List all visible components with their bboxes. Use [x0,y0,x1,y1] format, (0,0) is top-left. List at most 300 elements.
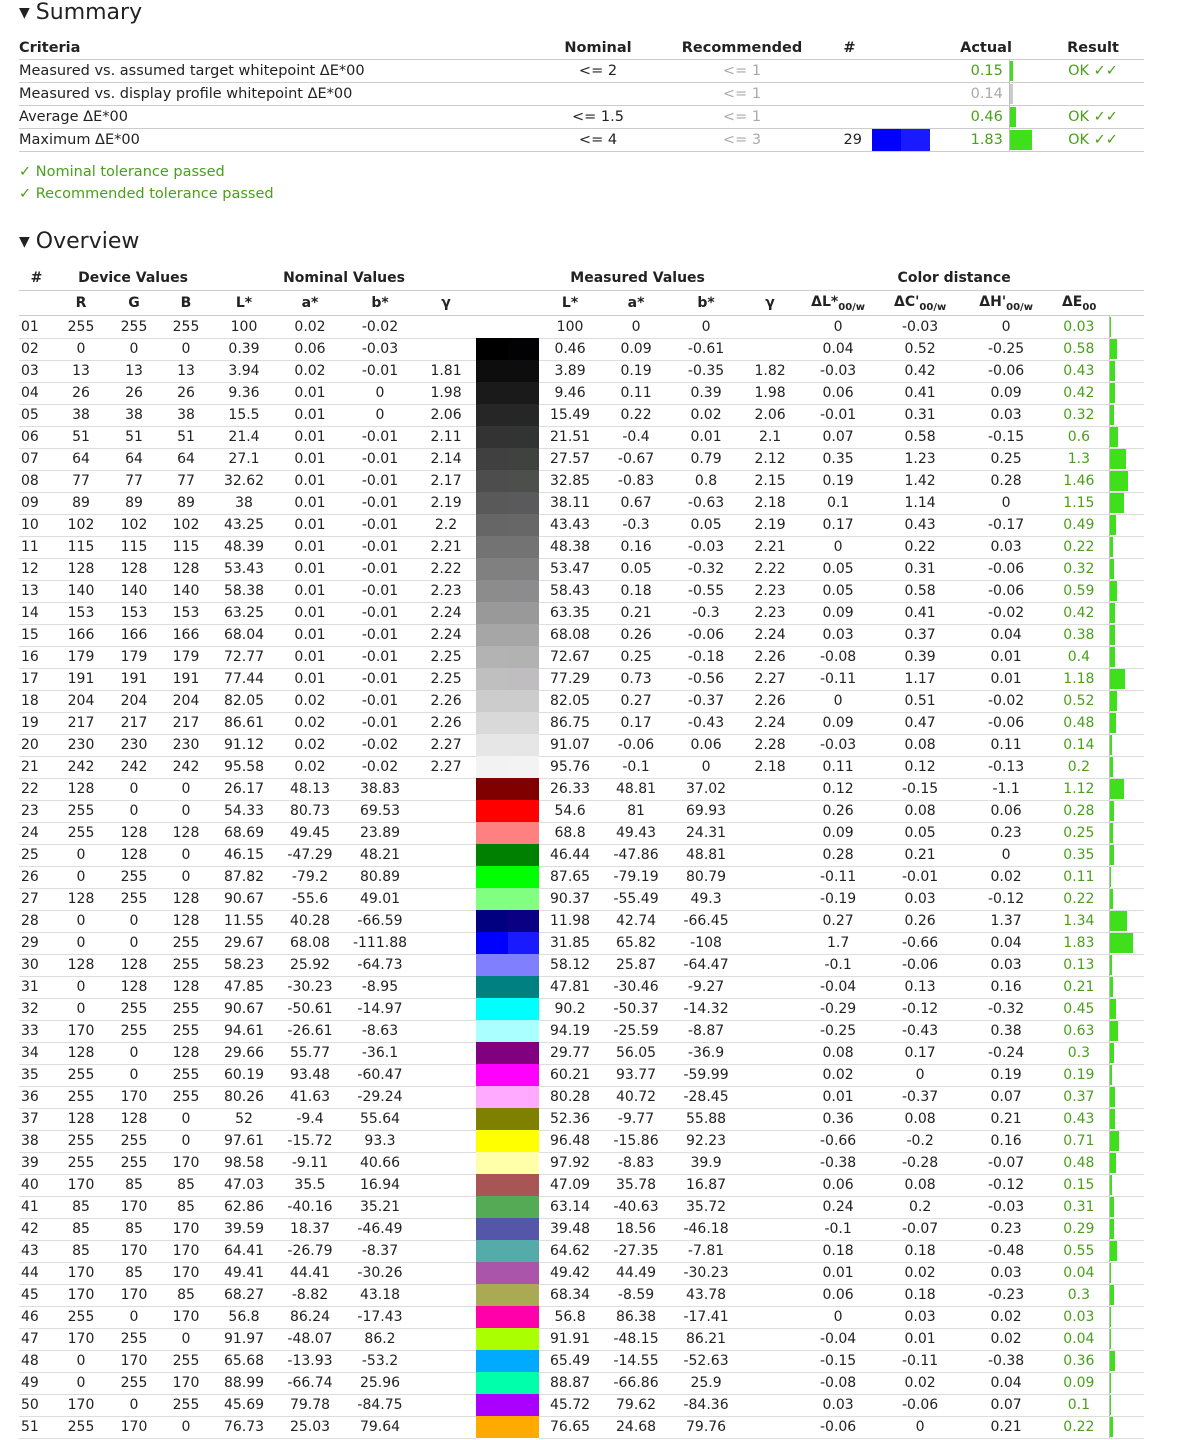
measured-swatch-fill [508,1174,539,1196]
measured-gamma [741,910,799,932]
row-index: 25 [19,844,54,866]
summary-row [19,60,1144,83]
nominal-gamma: 2.27 [416,734,476,756]
nominal-swatch-fill [476,932,508,954]
delta-e-bar-fill [1110,1197,1114,1217]
measured-a: 48.81 [601,778,671,800]
device-r: 170 [54,1262,108,1284]
nominal-gamma: 2.24 [416,602,476,624]
delta-e-bar [1109,690,1144,712]
device-r: 170 [54,1174,108,1196]
nominal-swatch-fill [476,1394,508,1416]
delta-e: 0.38 [1049,624,1109,646]
measured-b: -0.63 [671,492,741,514]
nominal-b: -66.59 [344,910,416,932]
group-nominal-values: Nominal Values [212,266,476,291]
nominal-gamma [416,1240,476,1262]
row-index: 36 [19,1086,54,1108]
delta-h: -0.23 [963,1284,1049,1306]
delta-l: 0.09 [799,822,877,844]
nominal-l: 21.4 [212,426,276,448]
delta-l: -0.08 [799,1372,877,1394]
delta-l: 0.26 [799,800,877,822]
measured-gamma: 2.24 [741,712,799,734]
nominal-swatch-fill [476,1086,508,1108]
delta-l: -0.11 [799,668,877,690]
nominal-gamma: 2.24 [416,624,476,646]
actual-bar-fill [1010,84,1013,104]
device-r: 153 [54,602,108,624]
nominal-swatch-fill [476,1350,508,1372]
device-b: 255 [160,932,212,954]
nominal-color-swatch [476,646,508,668]
nominal-color-swatch [476,558,508,580]
row-index: 03 [19,360,54,382]
nominal-gamma [416,338,476,360]
measured-color-swatch [508,822,539,844]
device-r: 170 [54,1284,108,1306]
measured-b: -84.36 [671,1394,741,1416]
delta-e: 0.25 [1049,822,1109,844]
overview-row [19,1152,1144,1174]
group-device-values: Device Values [54,266,212,291]
delta-c: 0.52 [877,338,963,360]
row-index: 27 [19,888,54,910]
device-r: 255 [54,1416,108,1438]
device-r: 85 [54,1196,108,1218]
measured-gamma [741,1306,799,1328]
delta-e-bar-fill [1110,625,1115,645]
delta-e-bar [1109,1086,1144,1108]
measured-gamma [741,1152,799,1174]
measured-a: 0.73 [601,668,671,690]
overview-row [19,1416,1144,1438]
delta-e: 0.28 [1049,800,1109,822]
measured-b: -0.37 [671,690,741,712]
measured-b: 48.81 [671,844,741,866]
delta-h: 0.02 [963,1306,1049,1328]
device-r: 13 [54,360,108,382]
device-g: 0 [108,338,160,360]
measured-swatch-fill [508,580,539,602]
measured-a: 0.11 [601,382,671,404]
criteria-label: Maximum ΔE*00 [19,129,539,152]
nominal-a: -9.11 [276,1152,344,1174]
delta-e-bar-fill [1110,889,1113,909]
delta-e: 0.43 [1049,1108,1109,1130]
delta-e-bar [1109,1284,1144,1306]
delta-l: 0.28 [799,844,877,866]
delta-l: -0.1 [799,954,877,976]
nominal-a: -15.72 [276,1130,344,1152]
measured-b: -0.32 [671,558,741,580]
nominal-gamma: 2.2 [416,514,476,536]
device-g: 102 [108,514,160,536]
measured-color-swatch [508,404,539,426]
overview-heading[interactable] [19,229,139,255]
delta-h: 1.37 [963,910,1049,932]
nominal-a: -13.93 [276,1350,344,1372]
delta-e: 1.12 [1049,778,1109,800]
group-color-distance: Color distance [799,266,1109,291]
row-index: 06 [19,426,54,448]
delta-e: 0.6 [1049,426,1109,448]
collapse-triangle-icon[interactable]: ▼ [19,234,30,250]
overview-row [19,492,1144,514]
device-r: 102 [54,514,108,536]
measured-l: 27.57 [539,448,601,470]
sample-number [827,106,872,129]
delta-l: 0.03 [799,1394,877,1416]
delta-h: -0.12 [963,888,1049,910]
measured-a: -8.83 [601,1152,671,1174]
delta-e-bar [1109,778,1144,800]
device-b: 0 [160,1130,212,1152]
nominal-a: 48.13 [276,778,344,800]
measured-a: 44.49 [601,1262,671,1284]
nominal-color-swatch [476,976,508,998]
delta-l: 0.06 [799,1284,877,1306]
delta-l: -0.29 [799,998,877,1020]
nominal-l: 39.59 [212,1218,276,1240]
delta-e-bar [1109,1042,1144,1064]
device-g: 0 [108,800,160,822]
delta-l: -0.04 [799,1328,877,1350]
nominal-b: -111.88 [344,932,416,954]
measured-color-swatch [508,1218,539,1240]
nominal-gamma [416,778,476,800]
measured-a: 0.19 [601,360,671,382]
device-g: 0 [108,910,160,932]
recommended-value: <= 1 [657,60,827,83]
actual-value: 0.15 [965,60,1009,83]
delta-e-bar [1109,360,1144,382]
row-index: 05 [19,404,54,426]
nominal-b: -0.01 [344,558,416,580]
delta-e-bar-fill [1110,735,1112,755]
delta-e-bar-fill [1110,1109,1115,1129]
measured-a: 0.25 [601,646,671,668]
row-index: 37 [19,1108,54,1130]
delta-l: 0.12 [799,778,877,800]
measured-l: 87.65 [539,866,601,888]
measured-swatch-fill [508,910,539,932]
nominal-a: 0.01 [276,668,344,690]
nominal-swatch-fill [476,822,508,844]
device-r: 128 [54,954,108,976]
nominal-b: 0 [344,404,416,426]
device-b: 170 [160,1372,212,1394]
nominal-gamma: 1.81 [416,360,476,382]
nominal-b: -8.95 [344,976,416,998]
measured-color-swatch [508,910,539,932]
nominal-gamma [416,1416,476,1438]
delta-e-bar-fill [1110,1285,1114,1305]
delta-e: 1.3 [1049,448,1109,470]
measured-a: -66.86 [601,1372,671,1394]
delta-l: 0.24 [799,1196,877,1218]
device-r: 217 [54,712,108,734]
nominal-gamma [416,1284,476,1306]
nominal-a: -55.6 [276,888,344,910]
nominal-l: 63.25 [212,602,276,624]
device-g: 255 [108,1020,160,1042]
nominal-swatch-fill [476,360,508,382]
nominal-a: 0.02 [276,712,344,734]
device-g: 64 [108,448,160,470]
measured-l: 96.48 [539,1130,601,1152]
delta-l: 0.17 [799,514,877,536]
measured-l: 38.11 [539,492,601,514]
delta-e: 0.11 [1049,866,1109,888]
delta-e: 1.15 [1049,492,1109,514]
nominal-l: 80.26 [212,1086,276,1108]
measured-l: 29.77 [539,1042,601,1064]
device-b: 102 [160,514,212,536]
nominal-a: 25.03 [276,1416,344,1438]
overview-row [19,1108,1144,1130]
device-b: 89 [160,492,212,514]
nominal-swatch-fill [476,492,508,514]
device-g: 170 [108,1086,160,1108]
row-index: 38 [19,1130,54,1152]
overview-row [19,338,1144,360]
nominal-l: 86.61 [212,712,276,734]
row-index: 13 [19,580,54,602]
measured-a: -0.3 [601,514,671,536]
delta-l: 0.01 [799,1086,877,1108]
measured-l: 31.85 [539,932,601,954]
delta-c: 0.05 [877,822,963,844]
delta-e-bar [1109,602,1144,624]
worst-sample-swatch [872,83,930,106]
delta-c: 0.18 [877,1240,963,1262]
measured-color-swatch [508,426,539,448]
recommended-value: <= 1 [657,83,827,106]
nominal-a: 79.78 [276,1394,344,1416]
nominal-gamma: 2.11 [416,426,476,448]
device-g: 230 [108,734,160,756]
measured-l: 95.76 [539,756,601,778]
measured-b: 86.21 [671,1328,741,1350]
delta-e: 1.46 [1049,470,1109,492]
nominal-l: 97.61 [212,1130,276,1152]
measured-swatch-fill [508,1284,539,1306]
delta-e: 0.42 [1049,602,1109,624]
delta-e-bar [1109,470,1144,492]
row-index: 46 [19,1306,54,1328]
nominal-color-swatch [476,1174,508,1196]
nominal-swatch-fill [476,778,508,800]
nominal-gamma [416,1262,476,1284]
nominal-l: 27.1 [212,448,276,470]
measured-b: -30.23 [671,1262,741,1284]
delta-e-bar [1109,1130,1144,1152]
overview-row [19,1174,1144,1196]
collapse-triangle-icon[interactable]: ▼ [19,5,30,21]
nominal-gamma [416,800,476,822]
measured-gamma [741,1328,799,1350]
measured-b: -36.9 [671,1042,741,1064]
nominal-swatch-fill [476,712,508,734]
nominal-swatch-fill [476,756,508,778]
nominal-swatch-fill [476,448,508,470]
measured-swatch-fill [508,426,539,448]
summary-heading[interactable] [19,0,142,26]
measured-swatch-fill [508,1042,539,1064]
row-index: 48 [19,1350,54,1372]
measured-gamma [741,1086,799,1108]
measured-color-swatch [508,492,539,514]
delta-e-bar [1109,910,1144,932]
delta-c: -0.01 [877,866,963,888]
nominal-a: 40.28 [276,910,344,932]
delta-c: -0.15 [877,778,963,800]
device-r: 170 [54,1328,108,1350]
measured-a: 0 [601,316,671,339]
measured-a: 42.74 [601,910,671,932]
overview-row [19,888,1144,910]
delta-e: 0.31 [1049,1196,1109,1218]
row-index: 34 [19,1042,54,1064]
col-delta-l: $\Delta L*_{00/w}$ [799,291,877,316]
delta-l: 0.18 [799,1240,877,1262]
nominal-l: 58.23 [212,954,276,976]
nominal-b: -0.01 [344,492,416,514]
col-b: B [160,291,212,316]
device-r: 128 [54,888,108,910]
measured-a: 0.21 [601,602,671,624]
summary-header-row [19,37,1144,60]
nominal-swatch-fill [476,1416,508,1438]
measured-l: 91.91 [539,1328,601,1350]
delta-c: 0.31 [877,404,963,426]
nominal-l: 68.04 [212,624,276,646]
nominal-a: -47.29 [276,844,344,866]
delta-e: 0.63 [1049,1020,1109,1042]
device-g: 217 [108,712,160,734]
measured-b: -64.47 [671,954,741,976]
nominal-l: 58.38 [212,580,276,602]
overview-row [19,800,1144,822]
criteria-label: Measured vs. display profile whitepoint ΔE*00 [19,83,539,106]
delta-e-bar [1109,1306,1144,1328]
measured-gamma: 2.12 [741,448,799,470]
nominal-a: 0.01 [276,404,344,426]
delta-e-bar [1109,976,1144,998]
measured-gamma [741,1042,799,1064]
measured-swatch-fill [508,668,539,690]
delta-e: 0.43 [1049,360,1109,382]
delta-e-bar [1109,338,1144,360]
measured-b: 0.02 [671,404,741,426]
nominal-gamma [416,954,476,976]
summary-row [19,106,1144,129]
row-index: 20 [19,734,54,756]
delta-h: -0.32 [963,998,1049,1020]
recommended-value: <= 1 [657,106,827,129]
delta-h: 0 [963,316,1049,339]
measured-gamma [741,1284,799,1306]
measured-gamma [741,1064,799,1086]
device-g: 242 [108,756,160,778]
delta-e: 0.36 [1049,1350,1109,1372]
device-g: 13 [108,360,160,382]
nominal-color-swatch [476,1262,508,1284]
nominal-gamma [416,822,476,844]
nominal-b: 16.94 [344,1174,416,1196]
nominal-l: 45.69 [212,1394,276,1416]
device-g: 0 [108,1064,160,1086]
measured-gamma: 2.21 [741,536,799,558]
delta-e: 0.1 [1049,1394,1109,1416]
measured-a: -15.86 [601,1130,671,1152]
delta-h: 0.01 [963,668,1049,690]
nominal-swatch-fill [476,536,508,558]
device-b: 230 [160,734,212,756]
delta-c: 0.08 [877,1108,963,1130]
delta-h: 0.02 [963,1328,1049,1350]
measured-color-swatch [508,536,539,558]
nominal-b: 55.64 [344,1108,416,1130]
nominal-color-swatch [476,624,508,646]
measured-color-swatch [508,778,539,800]
device-g: 255 [108,316,160,339]
measured-color-swatch [508,470,539,492]
measured-color-swatch [508,756,539,778]
nominal-l: 88.99 [212,1372,276,1394]
col-r: R [54,291,108,316]
device-r: 0 [54,932,108,954]
device-g: 255 [108,888,160,910]
nominal-gamma [416,316,476,339]
delta-e-bar [1109,1394,1144,1416]
measured-color-swatch [508,1174,539,1196]
nominal-gamma [416,1108,476,1130]
measured-l: 91.07 [539,734,601,756]
nominal-color-swatch [476,778,508,800]
nominal-color-swatch [476,316,508,339]
nominal-a: 0.01 [276,426,344,448]
nominal-b: -0.02 [344,734,416,756]
delta-h: 0.03 [963,404,1049,426]
nominal-color-swatch [476,668,508,690]
row-index: 22 [19,778,54,800]
row-index: 28 [19,910,54,932]
nominal-swatch-fill [476,800,508,822]
delta-c: 0.02 [877,1372,963,1394]
measured-swatch-fill [508,1328,539,1350]
nominal-swatch-fill [476,338,508,360]
overview-row [19,1218,1144,1240]
measured-a: 0.18 [601,580,671,602]
nominal-l: 72.77 [212,646,276,668]
nominal-swatch-fill [476,998,508,1020]
delta-e: 1.83 [1049,932,1109,954]
delta-h: -0.03 [963,1196,1049,1218]
measured-swatch-fill [508,1394,539,1416]
measured-gamma [741,778,799,800]
delta-l: 0.01 [799,1262,877,1284]
measured-a: -0.1 [601,756,671,778]
delta-e: 0.2 [1049,756,1109,778]
device-r: 255 [54,1152,108,1174]
overview-row [19,602,1144,624]
delta-c: 0.37 [877,624,963,646]
measured-l: 72.67 [539,646,601,668]
measured-l: 53.47 [539,558,601,580]
delta-c: 1.14 [877,492,963,514]
